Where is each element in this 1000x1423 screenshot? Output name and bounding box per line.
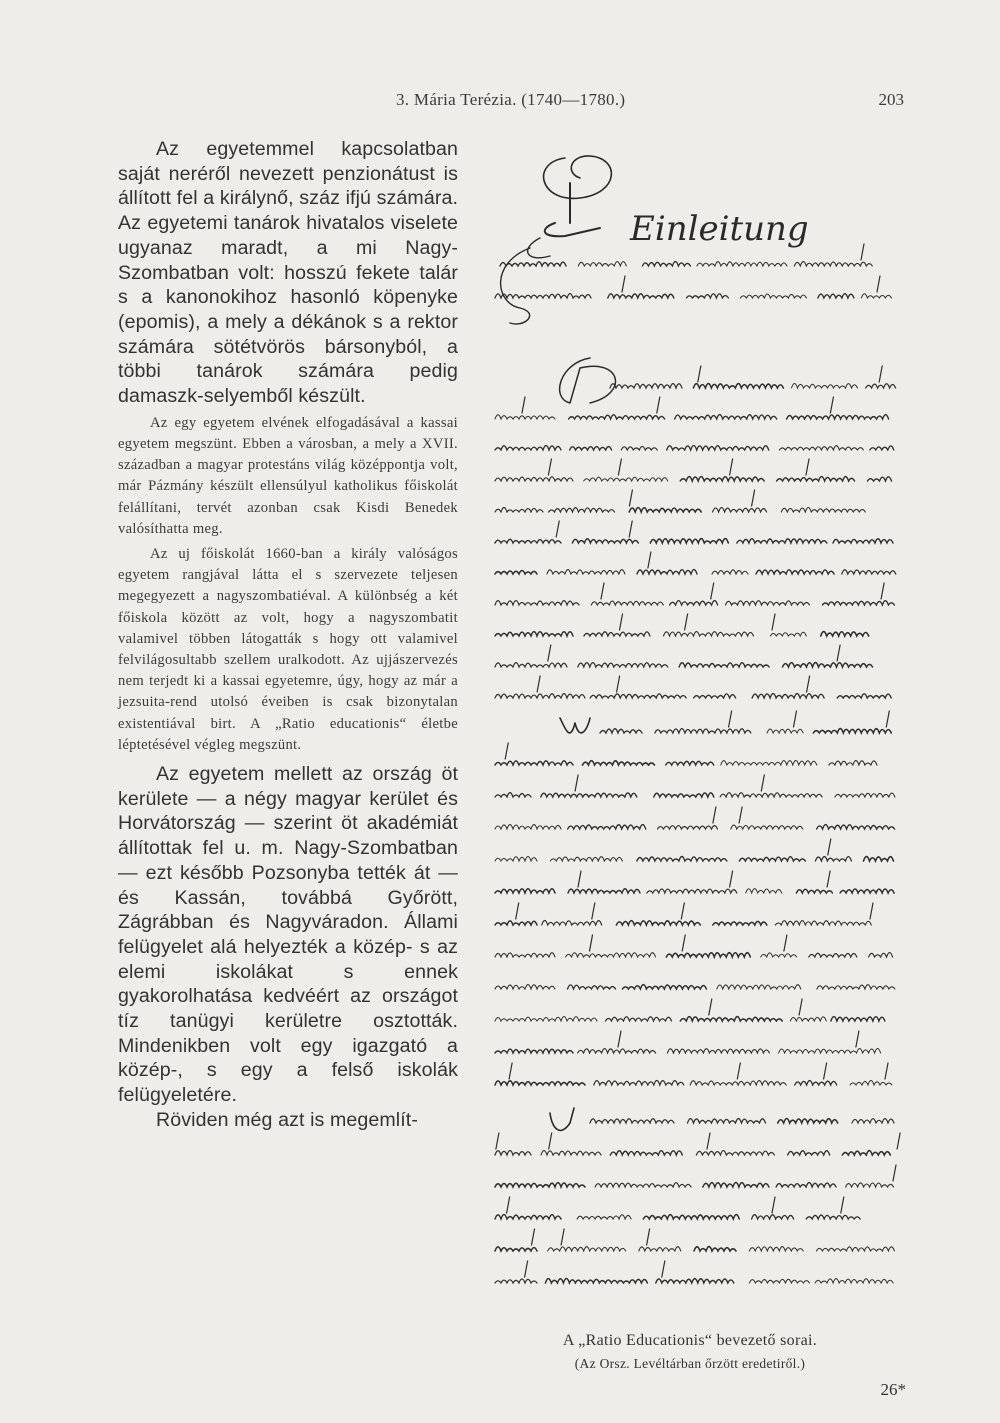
handwriting-stroke [813,729,891,733]
handwriting-stroke [686,294,728,298]
handwriting-stroke [568,889,640,893]
handwriting-stroke [495,294,591,298]
handwriting-ascender [617,676,620,692]
handwriting-stroke [761,953,797,957]
handwriting-ascender [707,1133,710,1149]
handwriting-ascender [601,583,604,599]
handwriting-ascender [575,775,578,791]
handwriting-stroke [717,985,801,989]
handwriting-ascender [893,1165,896,1181]
handwriting-stroke [767,729,803,733]
handwriting-stroke [584,632,650,636]
handwriting-stroke [650,539,728,543]
handwriting-stroke [680,477,764,481]
handwriting-stroke [790,1017,826,1021]
handwriting-stroke [739,857,805,861]
handwriting-ascender [824,1063,827,1079]
handwriting-ascender [794,711,797,727]
handwriting-image [470,128,910,1328]
body-paragraph: Az egyetem mellett az ország öt kerülete — a négy magyar kerület és Horvátország — szerint öt akadémiát állítottak fel u. m. Nagy-Szombatban — ezt később Pozsonyba tették át — és Kassán, továbbá Győrött, Zágrábban és Nagyváradon. Állami felügyelet alá helyezték a közép- s az elemi iskolákat s ennek gyakorolhatása kedvéért az országot tíz tanügyi kerületre osztották. Mindenikben volt egy igazgató a közép-, s egy a felső iskolák felügyeletére. [118,762,458,1107]
handwriting-stroke [654,793,714,797]
handwriting-ascender [629,490,632,506]
handwriting-ascender [841,1197,844,1213]
handwriting-ascender [807,676,810,692]
handwriting-stroke [852,1119,894,1123]
handwriting-stroke [495,477,573,481]
handwriting-stroke [835,793,895,797]
handwriting-stroke [495,571,537,575]
handwriting-stroke [817,985,895,989]
handwriting-stroke [495,694,585,698]
manuscript-heading: Einleitung [630,209,809,249]
handwriting-ascender [522,397,525,413]
handwriting-stroke [610,384,682,388]
handwriting-ascender [830,397,833,413]
handwriting-ascender [507,1197,510,1213]
handwriting-stroke [642,262,690,266]
handwriting-stroke [495,1279,537,1283]
handwriting-stroke [584,477,668,481]
handwriting-ascender [837,645,840,661]
handwriting-stroke [495,889,555,893]
handwriting-stroke [866,384,896,388]
handwriting-ascender [806,459,809,475]
handwriting-ascender [496,1133,499,1149]
figure-caption: A „Ratio Educationis“ bevezető sorai. [562,1332,818,1349]
handwriting-stroke [495,415,555,419]
handwriting-stroke [639,1247,681,1251]
handwriting-stroke [796,889,832,893]
handwriting-ascender [828,839,831,855]
handwriting-stroke [600,729,642,733]
handwriting-ascender [548,645,551,661]
handwriting-stroke [697,262,787,266]
handwriting-ascender [713,807,716,823]
handwriting-stroke [776,1183,836,1187]
handwriting-stroke [495,1049,573,1053]
handwriting-ascender [556,521,559,537]
handwriting-stroke [647,889,737,893]
handwriting-stroke [495,1081,585,1085]
handwriting-stroke [629,508,701,512]
handwriting-stroke [694,694,736,698]
handwriting-stroke [495,446,561,450]
handwriting-stroke [568,985,616,989]
handwriting-stroke [667,446,769,451]
handwriting-ascender [622,276,625,292]
handwriting-ascender [709,999,712,1015]
handwriting-stroke [566,953,656,957]
handwriting-stroke [842,570,896,574]
handwriting-stroke [693,384,783,388]
handwriting-stroke [770,632,806,636]
handwriting-ascender [532,1229,535,1245]
handwriting-ascender [739,807,742,823]
handwriting-ascender [761,775,764,791]
handwriting-stroke [815,1279,893,1283]
handwriting-stroke [721,761,817,765]
small-print-paragraph: Az uj főiskolát 1660-ban a király valóságos egyetem rangjával látta el s szervezete teljesen megegyezett a nagyszombatiéval. A különbség a két főiskola között az volt, hogy a nagyszombatit valamivel többen látogatták s hogy ott valamivel felvilágosultabb szellem uralkodott. Az ujjászervezés nem terjedt ki a kassai egyetemre, úgy, hogy az már a jezsuita-rend utolsó éveiben is csak bizonytalan existentiával birt. A „Ratio educationis“ életbe léptetésével végleg megszünt. [118,545,458,753]
handwriting-stroke [548,1247,626,1251]
handwriting-stroke [583,761,655,765]
handwriting-stroke [688,1119,766,1123]
handwriting-stroke [821,632,869,636]
handwriting-stroke [545,1279,647,1283]
handwriting-stroke [837,694,891,698]
handwriting-stroke [495,921,537,925]
handwriting-stroke [815,857,851,861]
handwriting-stroke [779,1049,881,1053]
body-text-column [118,137,458,1133]
handwriting-stroke [495,508,543,513]
handwriting-stroke [822,601,894,605]
handwriting-stroke [775,921,871,925]
handwriting-ascender [685,614,688,630]
handwriting-stroke [547,570,625,574]
handwriting-ascender [648,552,651,568]
handwriting-stroke [749,1279,809,1283]
handwriting-stroke [578,663,668,667]
handwriting-stroke [778,1119,838,1124]
handwriting-ascender [537,676,540,692]
handwriting-stroke [781,508,865,513]
handwriting-stroke [495,632,573,636]
handwriting-stroke [656,1279,734,1283]
handwriting-ascender [681,903,684,919]
handwriting-stroke [495,539,561,543]
handwriting-stroke [666,953,750,957]
handwriting-ascender [629,521,632,537]
handwriting-ascender [657,397,660,413]
handwriting-stroke [861,294,891,298]
handwriting-stroke [577,1215,631,1219]
figure-source: (Az Orsz. Levéltárban őrzött eredetiről.) [574,1356,806,1371]
handwriting-stroke [831,1017,885,1021]
handwriting-ascender [698,366,701,382]
handwriting-stroke [500,262,566,266]
page-number: 203 [878,90,904,109]
signature-mark: 26* [880,1380,906,1399]
body-paragraph: Röviden még azt is megemlít- [156,1108,418,1131]
handwriting-stroke [550,857,622,861]
handwriting-stroke [779,446,863,450]
handwriting-stroke [818,294,854,298]
handwriting-ascender [620,614,623,630]
handwriting-stroke [746,889,782,893]
handwriting-stroke [664,632,754,636]
handwriting-stroke [495,793,531,797]
handwriting-ascender [592,903,595,919]
small-print-paragraph: Az egy egyetem elvének elfogadásával a kassai egyetem megszünt. Ebben a városban, a mely a XVII. században a magyar protestáns világ középpontja volt, már Pázmány készült ellensúlyul katholikus főiskolát felállítani, tervét azonban csak Kisdi Benedek valósíthatta meg. [118,414,458,537]
handwriting-stroke [787,415,889,419]
handwriting-ascender [870,903,873,919]
handwriting-stroke [495,1247,537,1251]
handwriting-ascender [729,711,732,727]
handwriting-stroke [726,601,810,605]
handwriting-stroke [740,294,806,298]
handwriting-stroke [713,921,767,925]
handwriting-stroke [570,447,612,450]
handwriting-stroke [806,1215,860,1219]
handwriting-stroke [578,1049,656,1053]
handwriting-ascender [885,1063,888,1079]
handwriting-stroke [752,1215,794,1219]
handwriting-ascender [549,1133,552,1149]
handwriting-stroke [495,761,573,765]
handwriting-ascender [618,1031,621,1047]
handwriting-stroke [749,1247,803,1251]
handwriting-ascender [730,871,733,887]
handwriting-ascender [505,743,508,759]
handwriting-stroke [756,570,834,574]
handwriting-stroke [495,1017,597,1022]
handwriting-stroke [666,761,714,765]
handwriting-ascender [711,583,714,599]
handwriting-stroke [868,477,892,481]
handwriting-stroke [870,446,894,450]
handwriting-stroke [817,825,895,829]
handwriting-stroke [792,384,858,389]
handwriting-ascender [772,1197,775,1213]
handwriting-ascender [799,999,802,1015]
handwriting-stroke [608,294,674,298]
handwriting-ascender [578,871,581,887]
handwriting-ascender [881,583,884,599]
handwriting-stroke [658,826,718,829]
handwriting-stroke [595,1183,691,1187]
handwriting-stroke [495,953,555,957]
handwriting-stroke [794,262,872,266]
body-paragraph: Az egyetemmel kapcsolatban saját neréről nevezett penzionátust is állított fel a királynő, száz ifjú számára. Az egyetemi tanárok hivatalos viselete ugyanaz maradt, a mi Nagy-Szombatban volt: hosszú fekete talár s a kanonokihoz hasonló köpenyke (epomis), a mely a dékánok s a rektor számára sötétvörös bársonyból, a többi tanárok számára pedig damaszk-selyemből készült. [118,138,458,408]
handwriting-ascender [897,1133,900,1149]
handwriting-stroke [788,1151,830,1155]
handwriting-stroke [622,985,706,989]
handwriting-stroke [829,761,877,765]
handwriting-stroke [667,1049,769,1053]
handwriting-stroke [495,1183,585,1187]
handwriting-stroke [495,663,567,667]
handwriting-ascender [737,1063,740,1079]
handwriting-stroke [703,1183,769,1187]
manuscript-facsimile [470,128,910,1338]
handwriting-stroke [833,539,893,543]
handwriting-ascender [730,459,733,475]
handwriting-ascender [516,903,519,919]
handwriting-stroke [541,793,637,797]
handwriting-stroke [816,1247,894,1251]
handwriting-stroke [495,857,537,861]
handwriting-stroke [621,446,657,450]
handwriting-stroke [590,694,686,698]
handwriting-stroke [712,570,748,574]
handwriting-ascender [877,276,880,292]
handwriting-stroke [590,1119,674,1123]
handwriting-stroke [572,539,638,543]
handwriting-stroke [840,889,894,893]
handwriting-ascender [682,935,685,951]
handwriting-stroke [670,601,718,605]
handwriting-stroke [542,921,602,926]
handwriting-stroke [737,539,827,543]
handwriting-stroke [846,1183,894,1187]
handwriting-stroke [495,1215,561,1219]
handwriting-stroke [549,508,615,512]
handwriting-stroke [606,1017,672,1021]
handwriting-stroke [643,1215,739,1219]
handwriting-ascender [618,459,621,475]
handwriting-stroke [569,415,665,419]
handwriting-stroke [568,825,646,829]
handwriting-stroke [679,663,769,667]
handwriting-stroke [541,1151,601,1155]
handwriting-ascender [861,244,864,260]
handwriting-ascender [662,1261,665,1277]
handwriting-stroke [690,1081,786,1085]
handwriting-ascender [525,1261,528,1277]
handwriting-stroke [495,825,561,829]
handwriting-ascender [647,1229,650,1245]
handwriting-ascender [548,459,551,475]
handwriting-stroke [795,1081,837,1085]
handwriting-stroke [713,508,767,512]
handwriting-stroke [594,1081,684,1085]
handwriting-stroke [495,985,555,989]
handwriting-ascender [784,935,787,951]
handwriting-stroke [616,921,700,925]
handwriting-stroke [869,953,893,957]
running-head: 3. Mária Terézia. (1740—1780.) [396,90,626,109]
handwriting-stroke [842,1151,890,1155]
handwriting-stroke [680,1017,782,1021]
handwriting-ascender [856,1031,859,1047]
handwriting-ascender [772,614,775,630]
handwriting-stroke [720,793,822,797]
handwriting-stroke [495,601,579,605]
handwriting-ascender [590,935,593,951]
handwriting-stroke [783,663,873,667]
handwriting-stroke [655,729,751,733]
handwriting-ascender [561,1229,564,1245]
handwriting-stroke [637,570,697,574]
handwriting-stroke [495,1151,531,1156]
handwriting-ascender [752,490,755,506]
handwriting-stroke [752,694,824,698]
handwriting-stroke [809,953,857,957]
handwriting-stroke [694,1247,736,1251]
handwriting-ascender [509,1063,512,1079]
handwriting-stroke [864,857,894,861]
handwriting-stroke [637,857,727,862]
handwriting-stroke [610,1151,682,1155]
handwriting-stroke [777,477,855,481]
handwriting-stroke [731,825,803,829]
handwriting-stroke [591,601,663,605]
handwriting-stroke [696,1151,774,1155]
handwriting-ascender [879,366,882,382]
handwriting-ascender [827,871,830,887]
handwriting-stroke [675,415,777,419]
handwriting-stroke [850,1081,892,1086]
handwriting-stroke [578,262,626,266]
handwriting-ascender [886,711,889,727]
